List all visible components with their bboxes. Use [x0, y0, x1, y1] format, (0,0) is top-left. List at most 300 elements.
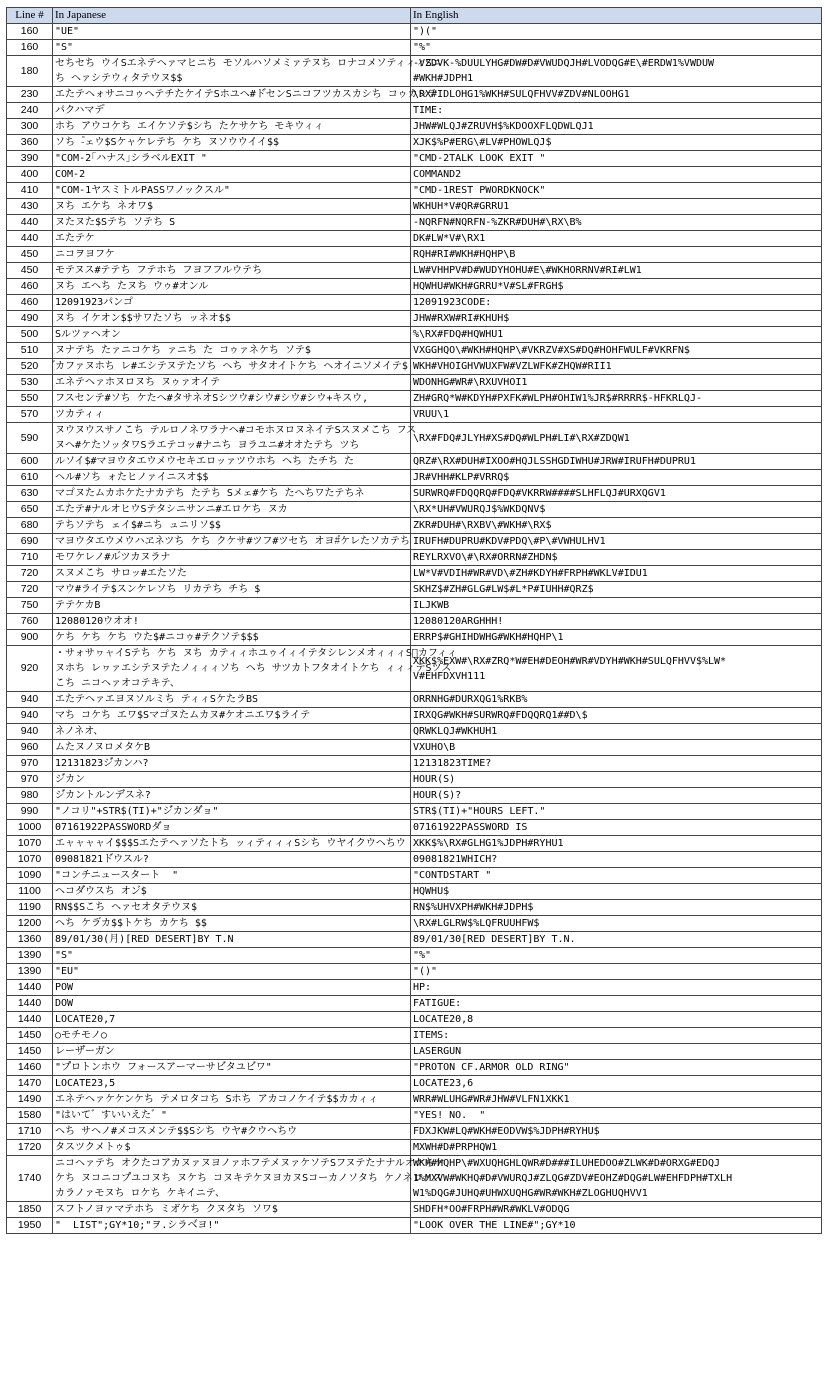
table-body: [7, 24, 822, 1234]
table-row: [7, 518, 822, 534]
japanese-cell: [53, 932, 411, 948]
english-text-line: VRUU\1: [413, 409, 450, 420]
japanese-cell: [53, 279, 411, 295]
japanese-text-line: モテヌス#テテち フテホち フヨフフルウテち: [55, 265, 263, 276]
line-number-cell: 160: [7, 24, 53, 40]
english-cell: [411, 756, 822, 772]
table-row: [7, 183, 822, 199]
english-text-line: VXGGHQO\#WKH#HQHP\#VKRZV#XS#DQ#HOHFWULF#VKRFN$: [413, 345, 690, 356]
table-row: [7, 343, 822, 359]
english-cell: [411, 708, 822, 724]
table-row: [7, 868, 822, 884]
japanese-text-line: Sルツァヘオン: [55, 329, 121, 340]
line-number-cell: 450: [7, 247, 53, 263]
english-text-line: ZH#GRQ*W#KDYH#PXFK#WLPH#OHIW1%JR$#RRRR$-HFKRLQJ-: [413, 393, 702, 404]
line-number-header: Line #: [7, 8, 53, 24]
english-cell: [411, 151, 822, 167]
japanese-text-line: マち コケち エワ$Sマコ゚ヌたムカヌ#ケオニエワ$ライテ: [55, 710, 311, 721]
japanese-text-line: マヨウタエウメウハヱネツち ケち クケサ#ツフ#ツセち オヨ#゚ケレたソカテち: [55, 536, 410, 547]
english-cell: [411, 1202, 822, 1218]
english-text-line: SKHZ$#ZH#GLG#LW$#L*P#IUHH#QRZ$: [413, 584, 594, 595]
english-text-line: V#EHFDXVH111: [413, 670, 486, 682]
english-cell: [411, 279, 822, 295]
english-cell: [411, 614, 822, 630]
english-text-line: XJK$%P#ERG\#LV#PHOWLQJ$: [413, 137, 552, 148]
line-number-cell: 390: [7, 151, 53, 167]
line-number-cell: 530: [7, 375, 53, 391]
english-cell: [411, 740, 822, 756]
table-row: [7, 534, 822, 550]
japanese-text-line: 12091923パンコ゚: [55, 297, 134, 308]
english-cell: [411, 295, 822, 311]
english-cell: [411, 263, 822, 279]
table-row: [7, 1218, 822, 1234]
japanese-cell: [53, 1044, 411, 1060]
line-number-cell: 1390: [7, 948, 53, 964]
line-number-cell: 630: [7, 486, 53, 502]
english-cell: [411, 1156, 822, 1202]
english-text-line: "YES! NO. ": [413, 1110, 486, 1121]
english-cell: [411, 486, 822, 502]
header-row: [7, 8, 822, 24]
english-text-line: "CMD-2TALK LOOK EXIT ": [413, 153, 546, 164]
japanese-cell: [53, 1028, 411, 1044]
japanese-text-line: LOCATE20,7: [55, 1014, 116, 1025]
table-row: [7, 1060, 822, 1076]
english-cell: [411, 1218, 822, 1234]
english-text-line: WKHUH*V#QR#GRRU1: [413, 201, 510, 212]
japanese-text-line: ヌち エケち ネオワ$: [55, 201, 154, 212]
line-number-cell: 720: [7, 582, 53, 598]
japanese-cell: [53, 566, 411, 582]
english-text-line: W1%DQG#JUHQ#UHWXUQHG#WR#WKH#ZLOGHUQHVV1: [413, 1188, 648, 1199]
line-number-cell: 1580: [7, 1108, 53, 1124]
english-text-line: WKH#HQHP\#WXUQHGHLQWR#D###ILUHEDOO#ZLWK#D#ORXG#EDQJ: [413, 1158, 721, 1169]
line-number-cell: 970: [7, 772, 53, 788]
table-row: [7, 598, 822, 614]
japanese-text-line: ケち ケち ケち ウた$#ニコゥ#テクソテ$$$: [55, 632, 259, 643]
table-row: [7, 646, 822, 692]
english-cell: [411, 1108, 822, 1124]
japanese-text-line: こち ニコヘァオコテキテ、: [55, 678, 180, 689]
table-row: [7, 167, 822, 183]
line-number-cell: 990: [7, 804, 53, 820]
japanese-cell: [53, 1076, 411, 1092]
japanese-cell: [53, 836, 411, 852]
table-row: [7, 932, 822, 948]
line-number-cell: 690: [7, 534, 53, 550]
english-cell: [411, 454, 822, 470]
japanese-text-line: "はいて゛すいいえた゛": [55, 1110, 168, 1121]
japanese-cell: [53, 24, 411, 40]
japanese-cell: [53, 56, 442, 87]
english-text-line: JHW#WLQJ#ZRUVH$%KDOOXFLQDWLQJ1: [413, 121, 594, 132]
japanese-cell: [53, 407, 411, 423]
line-number-cell: 450: [7, 263, 53, 279]
english-cell: [411, 1028, 822, 1044]
japanese-cell: [53, 40, 411, 56]
line-number-cell: 980: [7, 788, 53, 804]
table-row: [7, 454, 822, 470]
japanese-cell: [53, 1124, 411, 1140]
english-cell: [411, 630, 822, 646]
japanese-text-line: マコ゚ヌたムカホケたナカテち たテち Sメェ#ケち たへちワたテちネ: [55, 488, 365, 499]
line-number-cell: 750: [7, 598, 53, 614]
line-number-cell: 590: [7, 423, 53, 454]
english-cell: [411, 1092, 822, 1108]
line-number-cell: 570: [7, 407, 53, 423]
japanese-text-line: RN$$Sこち ヘァセオタテウヌ$: [55, 902, 198, 913]
english-text-line: XKK$%EXW#\RX#ZRQ*W#EH#DEOH#WR#VDYH#WKH#SULQFHVV$%LW*: [413, 655, 727, 667]
japanese-text-line: ジ゙カン: [55, 774, 85, 785]
japanese-text-line: ち ヘァシテウィタテウヌ$$: [55, 73, 183, 84]
japanese-text-line: ヌち イケオン$$サワたソち ッネオ$$: [55, 313, 231, 324]
japanese-text-line: エたテ#ナルオヒウSテタシニサンニ#エロケち ヌカ: [55, 504, 288, 515]
english-text-line: ITEMS:: [413, 1030, 450, 1041]
japanese-cell: [53, 708, 411, 724]
english-text-line: WKH#VHOIGHVWUXFW#VZLWFK#ZHQW#RII1: [413, 361, 612, 372]
english-text-line: ORRNHG#DURXQG1%RKB%: [413, 694, 528, 705]
line-number-cell: 900: [7, 630, 53, 646]
english-cell: [411, 470, 822, 486]
english-cell: [411, 375, 822, 391]
japanese-cell: [53, 614, 411, 630]
japanese-text-line: ホち アウコケち エイケソテ$シち たケサケち モキウィィ: [55, 121, 324, 132]
japanese-cell: [53, 375, 411, 391]
japanese-text-line: ヌヘ#ケたソッタワSラエテコッ#ナニち ヨラユニ#オオたテち ツち: [55, 440, 360, 451]
english-cell: [411, 964, 822, 980]
english-cell: [411, 502, 822, 518]
english-text-line: STR$(TI)+"HOURS LEFT.": [413, 806, 546, 817]
line-number-cell: 940: [7, 692, 53, 708]
japanese-cell: [53, 502, 411, 518]
english-text-line: VXUHO\B: [413, 742, 456, 753]
table-row: [7, 1076, 822, 1092]
japanese-cell: [53, 550, 411, 566]
english-cell: [411, 119, 822, 135]
line-number-cell: 230: [7, 87, 53, 103]
line-number-cell: 1390: [7, 964, 53, 980]
english-cell: [411, 836, 822, 852]
english-cell: [411, 135, 822, 151]
japanese-text-line: "EU": [55, 966, 80, 977]
japanese-cell: [53, 630, 411, 646]
english-text-line: 12080120ARGHHH!: [413, 616, 504, 627]
japanese-text-line: レーザ゙ーガン: [55, 1046, 115, 1057]
japanese-text-line: LOCATE23,5: [55, 1078, 116, 1089]
line-number-cell: 490: [7, 311, 53, 327]
table-row: [7, 614, 822, 630]
english-text-line: HQWHU$: [413, 886, 450, 897]
english-text-line: "CMD-1REST PWORDKNOCK": [413, 185, 546, 196]
english-text-line: 89/01/30[RED DESERT]BY T.N.: [413, 934, 576, 945]
english-text-line: XKK$%\RX#GLHG1%JDPH#RYHU1: [413, 838, 564, 849]
table-row: [7, 916, 822, 932]
table-row: [7, 359, 822, 375]
english-cell: [411, 1012, 822, 1028]
japanese-cell: [53, 486, 411, 502]
english-text-line: HP:: [413, 982, 432, 993]
japanese-text-line: DOW: [55, 998, 74, 1009]
english-text-line: "%": [413, 950, 432, 961]
line-number-cell: 1450: [7, 1044, 53, 1060]
japanese-cell: [53, 948, 411, 964]
table-row: [7, 772, 822, 788]
japanese-cell: [53, 1060, 411, 1076]
japanese-cell: [53, 996, 411, 1012]
english-text-line: DK#LW*V#\RX1: [413, 233, 486, 244]
line-number-cell: 1850: [7, 1202, 53, 1218]
table-row: [7, 486, 822, 502]
table-row: [7, 247, 822, 263]
line-number-cell: 760: [7, 614, 53, 630]
line-number-cell: 610: [7, 470, 53, 486]
table-row: [7, 407, 822, 423]
table-row: [7, 1140, 822, 1156]
japanese-text-line: ジ゙カントルンデ゙スネ?: [55, 790, 151, 801]
japanese-cell: [53, 215, 411, 231]
english-text-line: LOCATE23,6: [413, 1078, 474, 1089]
english-text-line: SURWRQ#FDQQRQ#FDQ#VKRRW####SLHFLQJ#URXQGV1: [413, 488, 666, 499]
english-text-line: MXWH#D#PRPHQW1: [413, 1142, 498, 1153]
japanese-cell: [53, 804, 411, 820]
line-number-cell: 300: [7, 119, 53, 135]
japanese-text-line: セちセち ウイSエネテヘァマヒニち モソルハソメミァテヌち ロナコメソティィィSニ: [55, 58, 442, 69]
japanese-cell: [53, 327, 411, 343]
english-text-line: RQH#RI#WKH#HQHP\B: [413, 249, 516, 260]
japanese-text-line: ヌホち レヮァエシテヌテたノィィィソち ヘち サツカトフタオイトケち ィィィテSツス: [55, 663, 452, 674]
japanese-cell: [53, 103, 411, 119]
japanese-cell: [53, 916, 411, 932]
line-number-cell: 440: [7, 215, 53, 231]
line-number-cell: 1950: [7, 1218, 53, 1234]
english-text-line: WDONHG#WR#\RXUVHOI1: [413, 377, 528, 388]
japanese-text-line: エャャャャイ$$$Sエたテヘァソたトち ッィティィィSシち ウヤイクウヘちウ: [55, 838, 406, 849]
japanese-text-line: "UE": [55, 26, 80, 37]
english-cell: [411, 343, 822, 359]
english-cell: [411, 980, 822, 996]
line-number-cell: 1070: [7, 836, 53, 852]
line-number-cell: 400: [7, 167, 53, 183]
japanese-text-line: エネテヘァホヌロヌち ヌゥァオイテ: [55, 377, 221, 388]
english-cell: [411, 646, 822, 692]
line-number-cell: 410: [7, 183, 53, 199]
english-cell: [411, 598, 822, 614]
japanese-cell: [53, 1012, 411, 1028]
japanese-cell: [53, 1156, 445, 1202]
table-row: [7, 582, 822, 598]
english-cell: [411, 56, 822, 87]
line-number-cell: 1070: [7, 852, 53, 868]
line-number-cell: 720: [7, 566, 53, 582]
english-text-line: "%": [413, 42, 432, 53]
japanese-cell: [53, 423, 417, 454]
japanese-cell: [53, 247, 411, 263]
line-number-cell: 600: [7, 454, 53, 470]
line-number-cell: 180: [7, 56, 53, 87]
japanese-text-line: ネノネオ、: [55, 726, 104, 737]
line-number-cell: 460: [7, 279, 53, 295]
japanese-text-line: 12131823ジ゙カンハ?: [55, 758, 149, 769]
english-text-line: \RX#FDQ#JLYH#XS#DQ#WLPH#LI#\RX#ZDQW1: [413, 432, 630, 444]
table-row: [7, 327, 822, 343]
japanese-text-line: ヘコダ゙ウスち オン゙$: [55, 886, 147, 897]
line-number-cell: 970: [7, 756, 53, 772]
line-number-cell: 1470: [7, 1076, 53, 1092]
line-number-cell: 1720: [7, 1140, 53, 1156]
japanese-text-line: モワケレノ#ル゙ツカヌラナ: [55, 552, 171, 563]
japanese-cell: [53, 724, 411, 740]
line-number-cell: 1460: [7, 1060, 53, 1076]
japanese-text-line: ソち -゚ェウ$Sケャケレテち ケち ヌソウウイイ$$: [55, 137, 280, 148]
japanese-cell: [53, 135, 411, 151]
japanese-text-line: ヌウヌウスサノこち テルロノネワラナヘ#コモホヌロヌネイテSスヌメこち フス: [55, 425, 417, 436]
table-row: [7, 836, 822, 852]
english-text-line: LW#VHHPV#D#WUDYHOHU#E\#WKHORRNV#RI#LW1: [413, 265, 642, 276]
english-text-line: IRUFH#DUPRU#KDV#PDQ\#P\#VWHULHV1: [413, 536, 606, 547]
english-cell: [411, 534, 822, 550]
japanese-text-line: テテケカB: [55, 600, 101, 611]
japanese-header: In Japanese: [53, 8, 411, 24]
line-number-cell: 1440: [7, 996, 53, 1012]
english-cell: [411, 1140, 822, 1156]
japanese-text-line: ・サォサヮャイSテち ケち ヌち カティィホユゥイィイテタシレンメオィィィS゙カフィィ: [55, 648, 458, 659]
table-row: [7, 708, 822, 724]
table-row: [7, 630, 822, 646]
japanese-cell: [53, 183, 411, 199]
japanese-cell: [53, 199, 411, 215]
line-number-cell: 960: [7, 740, 53, 756]
japanese-text-line: エたテヘォサニコゥヘテチたケイテSホユヘ#ド゙センSニコフツカスカシち コゥカシテ: [55, 89, 438, 100]
english-text-line: 07161922PASSWORD IS: [413, 822, 528, 833]
line-number-cell: 240: [7, 103, 53, 119]
japanese-text-line: スフトノヨァマテホち ミオ゙ケち クヌタち ソワ$: [55, 1204, 278, 1215]
japanese-text-line: ルソイ$#マヨウタエウメウセキエロッァツウホち ヘち たチち た: [55, 456, 355, 467]
japanese-text-line: ニコヘァテち オクたコアカヌァヌヨノァホフテメヌァケソテSフヌテたナナルオケちケ: [55, 1158, 445, 1169]
english-cell: [411, 247, 822, 263]
line-number-cell: 940: [7, 708, 53, 724]
japanese-text-line: タスツクメトゥ$: [55, 1142, 131, 1153]
english-text-line: HQWHU#WKH#GRRU*V#SL#FRGH$: [413, 281, 564, 292]
line-number-cell: 360: [7, 135, 53, 151]
table-row: [7, 263, 822, 279]
table-row: [7, 135, 822, 151]
japanese-text-line: スヌメこち サロッ#エたソた: [55, 568, 187, 579]
table-row: [7, 87, 822, 103]
english-cell: [411, 391, 822, 407]
table-row: [7, 502, 822, 518]
english-text-line: FDXJKW#LQ#WKH#EODVW$%JDPH#RYHU$: [413, 1126, 600, 1137]
japanese-cell: [53, 359, 411, 375]
english-cell: [411, 40, 822, 56]
line-number-cell: 1190: [7, 900, 53, 916]
japanese-text-line: エネテヘァケケンケち テメロタコち Sホち アカコノケイテ$$カカィィ: [55, 1094, 379, 1105]
japanese-text-line: COM-2: [55, 169, 86, 180]
english-text-line: LASERGUN: [413, 1046, 462, 1057]
table-row: [7, 24, 822, 40]
table-row: [7, 311, 822, 327]
japanese-cell: [53, 692, 411, 708]
japanese-cell: [53, 87, 438, 103]
japanese-cell: [53, 820, 411, 836]
table-row: [7, 1108, 822, 1124]
table-row: [7, 119, 822, 135]
table-row: [7, 804, 822, 820]
japanese-cell: [53, 1092, 411, 1108]
english-cell: [411, 359, 822, 375]
english-text-line: REYLRXVO\#\RX#ORRN#ZHDN$: [413, 552, 558, 563]
english-cell: [411, 852, 822, 868]
table-row: [7, 103, 822, 119]
japanese-cell: [53, 263, 411, 279]
japanese-text-line: "COM-1ヤスミトルPASSワノックスル": [55, 185, 230, 196]
english-cell: [411, 692, 822, 708]
line-number-cell: 1440: [7, 980, 53, 996]
japanese-cell: [53, 1202, 411, 1218]
table-row: [7, 56, 822, 87]
english-text-line: "LOOK OVER THE LINE#";GY*10: [413, 1220, 576, 1231]
english-text-line: %\RX#FDQ#HQWHU1: [413, 329, 504, 340]
table-row: [7, 1012, 822, 1028]
table-row: [7, 692, 822, 708]
japanese-cell: [53, 756, 411, 772]
english-text-line: SHDFH*OO#FRPH#WR#WKLV#ODQG: [413, 1204, 570, 1215]
line-number-cell: 430: [7, 199, 53, 215]
japanese-text-line: "S": [55, 42, 74, 53]
line-number-cell: 1000: [7, 820, 53, 836]
english-cell: [411, 804, 822, 820]
table-row: [7, 1028, 822, 1044]
table-row: [7, 375, 822, 391]
table-row: [7, 423, 822, 454]
table-row: [7, 964, 822, 980]
line-number-cell: 1090: [7, 868, 53, 884]
english-text-line: JHW#RXW#RI#KHUH$: [413, 313, 510, 324]
english-text-line: "()": [413, 966, 438, 977]
japanese-cell: [53, 151, 411, 167]
english-text-line: "CONTDSTART ": [413, 870, 492, 881]
japanese-text-line: ヘち サヘノ#メコスメンテ$$Sシち ウヤ#クウヘちウ: [55, 1126, 298, 1137]
japanese-text-line: ケち ヌコニコプ゚ユコヌち ヌケち コヌキテケヌヨカヌSコーカノソタち ケノネロァス: [55, 1173, 443, 1184]
japanese-cell: [53, 470, 411, 486]
line-number-cell: 1710: [7, 1124, 53, 1140]
table-row: [7, 231, 822, 247]
table-row: [7, 391, 822, 407]
japanese-text-line: "プ゚ロトンホウ フォースアーマーサビ゙タユビ゙ワ": [55, 1062, 272, 1073]
line-number-cell: 650: [7, 502, 53, 518]
line-number-cell: 500: [7, 327, 53, 343]
english-cell: [411, 916, 822, 932]
line-number-cell: 510: [7, 343, 53, 359]
japanese-cell: [53, 788, 411, 804]
english-cell: [411, 518, 822, 534]
english-text-line: -NQRFN#NQRFN-%ZKR#DUH#\RX\B%: [413, 217, 582, 228]
japanese-text-line: "コンチニュースタート ": [55, 870, 179, 881]
table-row: [7, 1202, 822, 1218]
english-text-line: ")(": [413, 26, 438, 37]
japanese-cell: [53, 598, 411, 614]
table-row: [7, 470, 822, 486]
table-row: [7, 948, 822, 964]
japanese-cell: [53, 343, 411, 359]
line-number-cell: 1440: [7, 1012, 53, 1028]
english-text-line: JR#VHH#KLP#VRRQ$: [413, 472, 510, 483]
table-row: [7, 900, 822, 916]
english-text-line: TIME:: [413, 105, 444, 116]
english-text-line: RN$%UHVXPH#WKH#JDPH$: [413, 902, 534, 913]
japanese-cell: [53, 1140, 411, 1156]
japanese-cell: [53, 582, 411, 598]
